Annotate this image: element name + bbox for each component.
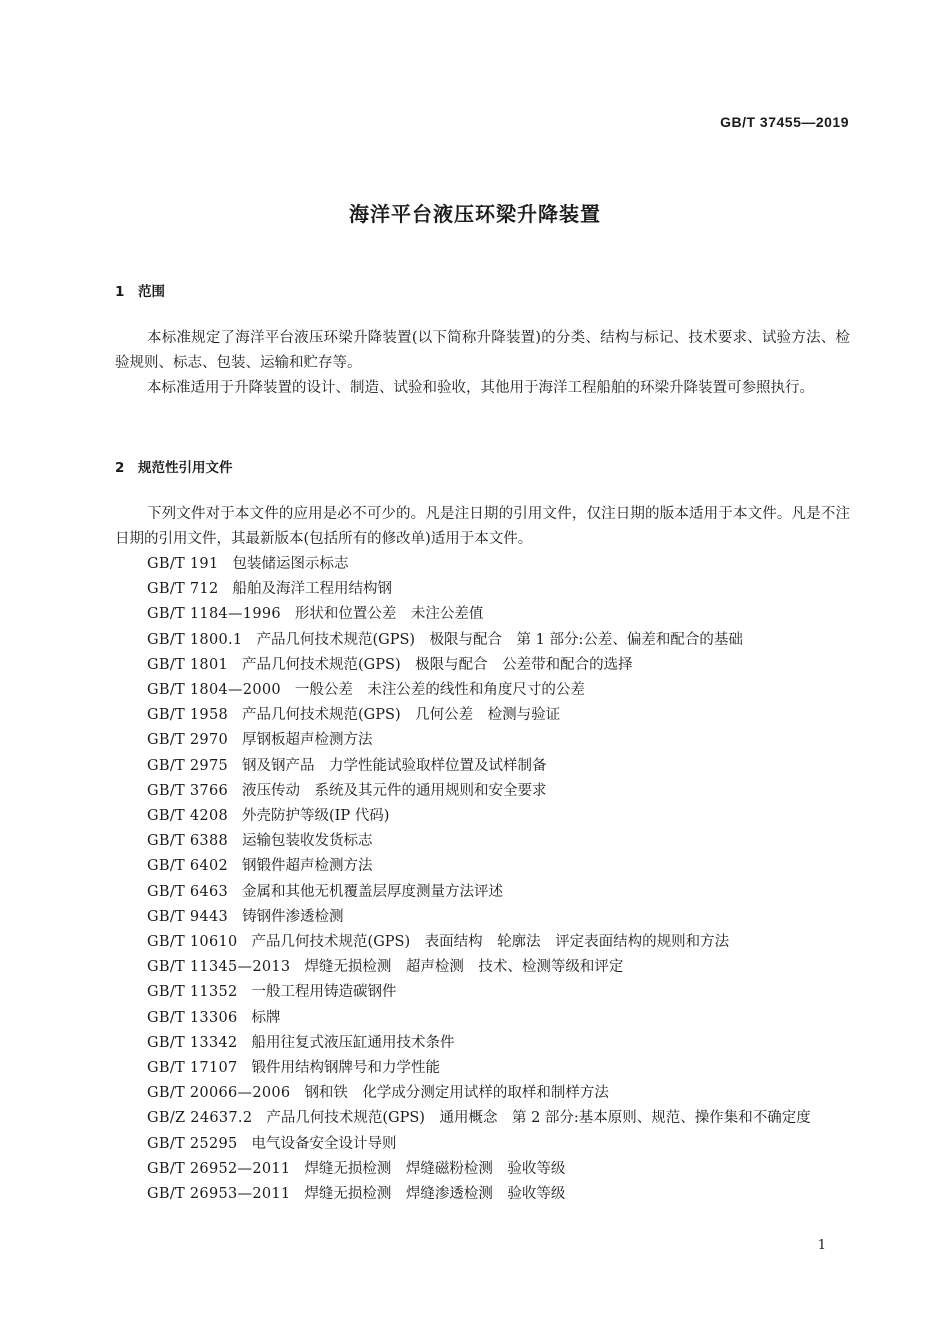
reference-item [115, 930, 850, 955]
reference-item [115, 1056, 850, 1081]
reference-item [115, 728, 850, 753]
reference-item [115, 980, 850, 1005]
reference-title: 铸钢件渗透检测 [242, 908, 344, 925]
reference-title: 产品几何技术规范(GPS) 极限与配合 第 1 部分:公差、偏差和配合的基础 [256, 631, 743, 648]
reference-item [115, 678, 850, 703]
reference-item [115, 552, 850, 577]
reference-title: 焊缝无损检测 焊缝磁粉检测 验收等级 [304, 1160, 566, 1177]
reference-item [115, 1006, 850, 1031]
reference-code: GB/T 11352 [147, 984, 238, 1001]
reference-code: GB/T 3766 [147, 782, 229, 799]
reference-code: GB/T 4208 [147, 808, 229, 825]
reference-title: 钢及钢产品 力学性能试验取样位置及试样制备 [242, 757, 547, 774]
reference-code: GB/T 2975 [147, 757, 229, 774]
reference-code: GB/T 25295 [147, 1135, 238, 1152]
reference-title: 产品几何技术规范(GPS) 几何公差 检测与验证 [242, 707, 561, 724]
reference-code: GB/T 6388 [147, 833, 229, 850]
reference-item [115, 1031, 850, 1056]
reference-title: 锻件用结构钢牌号和力学性能 [251, 1060, 441, 1077]
standard-number: GB/T 37455—2019 [720, 114, 849, 130]
reference-item [115, 754, 850, 779]
page-number: 1 [817, 1238, 826, 1253]
reference-code: GB/T 1184—1996 [147, 606, 281, 623]
reference-title: 厚钢板超声检测方法 [242, 732, 373, 749]
reference-title: 产品几何技术规范(GPS) 通用概念 第 2 部分:基本原则、规范、操作集和不确定度 [266, 1110, 811, 1127]
reference-item [115, 804, 850, 829]
section-heading-scope [115, 280, 165, 300]
scope-paragraph-2: 本标准适用于升降装置的设计、制造、试验和验收，其他用于海洋工程船舶的环梁升降装置可参照执行。 [147, 380, 814, 396]
reference-code: GB/T 1804—2000 [147, 682, 281, 699]
reference-item [115, 1106, 850, 1131]
reference-code: GB/T 6402 [147, 858, 229, 875]
reference-title: 电气设备安全设计导则 [251, 1135, 397, 1152]
reference-item [115, 653, 850, 678]
reference-title: 金属和其他无机覆盖层厚度测量方法评述 [242, 883, 504, 900]
reference-title: 钢锻件超声检测方法 [242, 858, 373, 875]
reference-item [115, 703, 850, 728]
reference-item [115, 1132, 850, 1157]
reference-code: GB/T 2970 [147, 732, 229, 749]
reference-item [115, 1157, 850, 1182]
document-title: 海洋平台液压环梁升降装置 [349, 202, 601, 226]
reference-item [115, 854, 850, 879]
section-number: 1 [115, 284, 125, 300]
reference-item [115, 880, 850, 905]
reference-title: 钢和铁 化学成分测定用试样的取样和制样方法 [304, 1085, 609, 1102]
reference-code: GB/T 26952—2011 [147, 1160, 291, 1177]
reference-title: 液压传动 系统及其元件的通用规则和安全要求 [242, 782, 547, 799]
reference-code: GB/T 26953—2011 [147, 1186, 291, 1203]
reference-code: GB/T 1958 [147, 707, 229, 724]
reference-code: GB/T 6463 [147, 883, 229, 900]
reference-code: GB/T 13342 [147, 1034, 238, 1051]
reference-code: GB/T 17107 [147, 1060, 238, 1077]
reference-title: 包装储运图示标志 [232, 556, 349, 572]
reference-code: GB/T 191 [147, 556, 219, 572]
section-title: 范围 [138, 284, 165, 300]
reference-title: 形状和位置公差 未注公差值 [294, 606, 484, 623]
reference-item [115, 779, 850, 804]
reference-title: 标牌 [251, 1009, 281, 1026]
reference-code: GB/T 1801 [147, 656, 229, 673]
section-title: 规范性引用文件 [138, 460, 233, 476]
reference-list [115, 552, 850, 1207]
reference-item [115, 577, 850, 602]
reference-code: GB/T 20066—2006 [147, 1085, 291, 1102]
reference-code: GB/T 13306 [147, 1009, 238, 1026]
reference-code: GB/T 1800.1 [147, 631, 243, 648]
reference-title: 外壳防护等级(IP 代码) [242, 808, 390, 825]
reference-title: 一般工程用铸造碳钢件 [251, 984, 397, 1001]
reference-title: 船用往复式液压缸通用技术条件 [251, 1034, 455, 1051]
reference-title: 焊缝无损检测 焊缝渗透检测 验收等级 [304, 1186, 566, 1203]
section-number: 2 [115, 460, 125, 476]
reference-code: GB/T 9443 [147, 908, 229, 925]
reference-title: 一般公差 未注公差的线性和角度尺寸的公差 [294, 682, 585, 699]
reference-item [115, 1081, 850, 1106]
reference-code: GB/T 10610 [147, 934, 238, 951]
reference-item [115, 602, 850, 627]
reference-title: 运输包装收发货标志 [242, 833, 373, 850]
reference-item [115, 955, 850, 980]
references-intro-paragraph: 下列文件对于本文件的应用是必不可少的。凡是注日期的引用文件，仅注日期的版本适用于本文件。凡是不注日期的引用文件，其最新版本(包括所有的修改单)适用于本文件。 [115, 506, 850, 547]
section-heading-normative-references [115, 456, 233, 476]
scope-paragraph-1: 本标准规定了海洋平台液压环梁升降装置(以下简称升降装置)的分类、结构与标记、技术要求、试验方法、检验规则、标志、包装、运输和贮存等。 [115, 330, 850, 371]
reference-item [115, 628, 850, 653]
reference-item [115, 829, 850, 854]
reference-title: 焊缝无损检测 超声检测 技术、检测等级和评定 [304, 959, 624, 976]
reference-title: 船舶及海洋工程用结构钢 [232, 581, 392, 598]
reference-code: GB/T 712 [147, 581, 219, 598]
reference-item [115, 1182, 850, 1207]
reference-title: 产品几何技术规范(GPS) 极限与配合 公差带和配合的选择 [242, 656, 633, 673]
reference-title: 产品几何技术规范(GPS) 表面结构 轮廓法 评定表面结构的规则和方法 [251, 934, 730, 951]
reference-code: GB/Z 24637.2 [147, 1110, 253, 1127]
reference-code: GB/T 11345—2013 [147, 959, 291, 976]
reference-item [115, 905, 850, 930]
